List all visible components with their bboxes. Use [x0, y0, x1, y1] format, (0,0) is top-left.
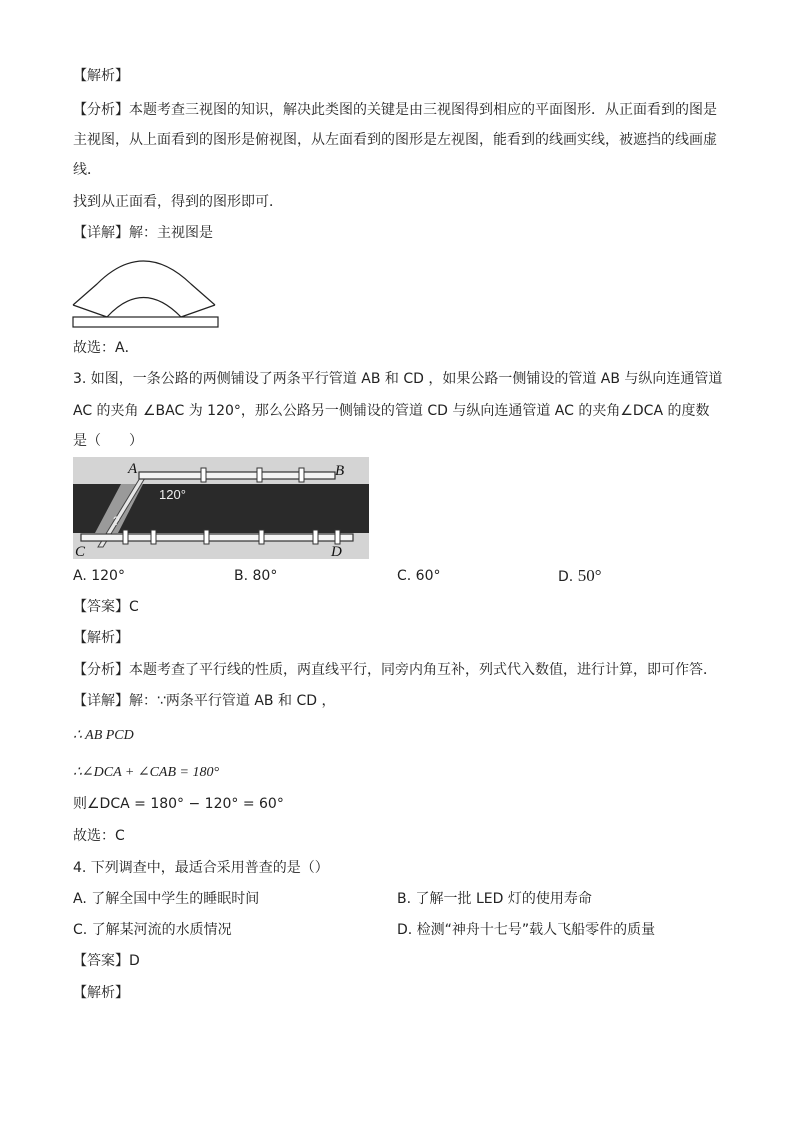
q3-option-b: B. 80°: [234, 568, 278, 584]
q4-option-c: C. 了解某河流的水质情况: [73, 922, 232, 938]
label-a: A: [128, 461, 138, 477]
q3-stem-line-3: 是（ ）: [73, 433, 143, 449]
q2-find-text: 找到从正面看，得到的图形即可．: [73, 194, 283, 210]
q3-analysis-text: 【分析】本题考查了平行线的性质，两直线平行，同旁内角互补，列式代入数值，进行计算，即可作答．: [73, 662, 717, 678]
q3-stem-line-1: 3. 如图，一条公路的两侧铺设了两条平行管道 AB 和 CD ，如果公路一侧铺设的管道 AB 与纵向连通管道: [73, 371, 723, 387]
q3-option-d-letter: D.: [558, 569, 574, 585]
q4-stem: 4. 下列调查中，最适合采用普查的是（）: [73, 860, 329, 876]
q3-option-a: A. 120°: [73, 568, 125, 584]
q4-analysis-heading: 【解析】: [73, 985, 129, 1001]
fan-front-view-figure: [70, 248, 222, 332]
q3-choice: 故选：C: [73, 828, 125, 844]
q2-analysis-line-1: 【分析】本题考查三视图的知识，解决此类图的关键是由三视图得到相应的平面图形．从正面看到的图是: [73, 102, 717, 118]
q3-analysis-heading: 【解析】: [73, 630, 129, 646]
q3-stem-line-2: AC 的夹角 ∠BAC 为 120°，那么公路另一侧铺设的管道 CD 与纵向连通管道 AC 的夹角∠DCA 的度数: [73, 403, 710, 419]
q3-answer: 【答案】C: [73, 599, 139, 615]
q3-step-2: ∴∠DCA + ∠CAB = 180°: [73, 765, 220, 780]
label-b: B: [335, 463, 345, 479]
q3-option-d-value: 50°: [577, 566, 602, 585]
q2-analysis-line-3: 线．: [73, 162, 101, 178]
q3-step-1: ∴ AB PCD: [73, 728, 134, 743]
q2-choice: 故选：A．: [73, 340, 139, 356]
label-d: D: [331, 544, 342, 559]
q3-detail-text: 【详解】解：∵两条平行管道 AB 和 CD ，: [73, 693, 336, 709]
q4-option-b: B. 了解一批 LED 灯的使用寿命: [397, 891, 592, 907]
q3-option-c: C. 60°: [397, 568, 441, 584]
unknown-angle-label: ?: [113, 514, 120, 528]
q3-option-d: [558, 566, 602, 587]
q2-analysis-line-2: 主视图，从上面看到的图形是俯视图，从左面看到的图形是左视图，能看到的线画实线，被遮挡的线画虚: [73, 132, 717, 148]
q4-option-d: D. 检测“神舟十七号”载人飞船零件的质量: [397, 922, 656, 938]
q2-analysis-heading: 【解析】: [73, 68, 129, 84]
road-pipes-figure: [73, 457, 369, 559]
q4-option-a: A. 了解全国中学生的睡眠时间: [73, 891, 260, 907]
q2-detail-text: 【详解】解：主视图是: [73, 225, 213, 241]
q4-answer: 【答案】D: [73, 953, 140, 969]
angle-label: 120°: [159, 487, 186, 502]
q3-step-3: 则∠DCA = 180° − 120° = 60°: [73, 796, 284, 812]
label-c: C: [75, 544, 86, 559]
